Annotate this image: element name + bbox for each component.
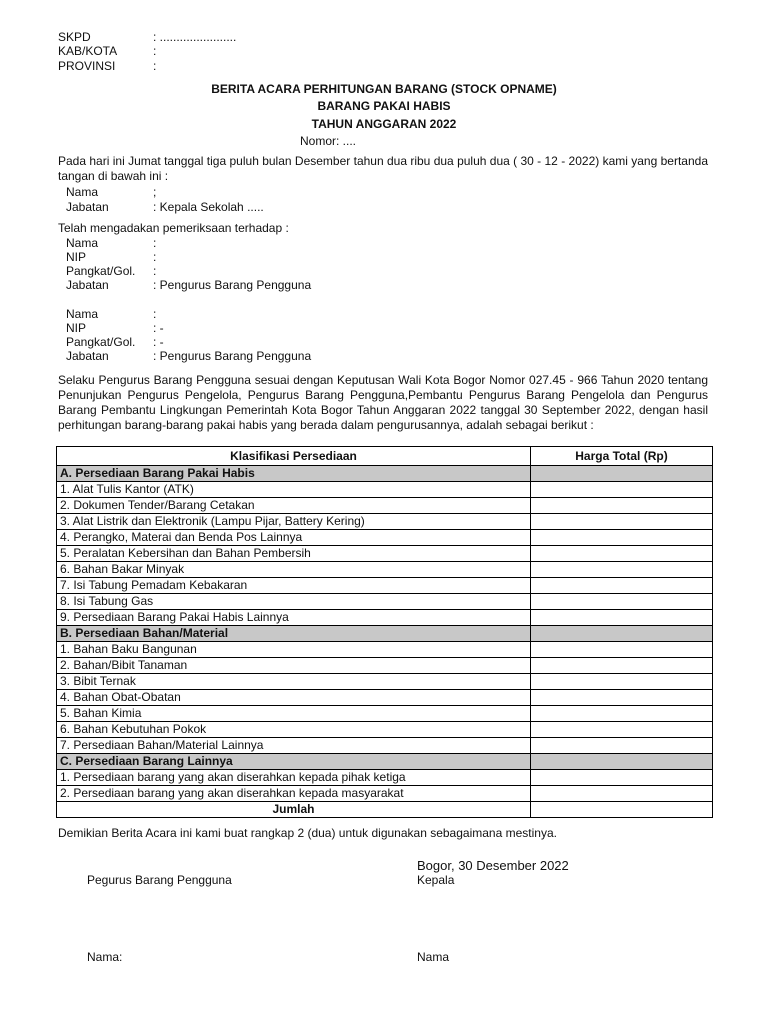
section-c-row bbox=[57, 754, 713, 770]
provinsi-label: PROVINSI bbox=[58, 59, 116, 73]
item-label: 8. Isi Tabung Gas bbox=[57, 594, 531, 610]
skpd-value: : ....................... bbox=[153, 30, 237, 44]
item-value bbox=[531, 674, 713, 690]
item-label: 5. Bahan Kimia bbox=[57, 706, 531, 722]
item-value bbox=[531, 690, 713, 706]
left-signer-role: Pegurus Barang Pengguna bbox=[87, 873, 232, 887]
section-c-value bbox=[531, 754, 713, 770]
p1-name-label: Nama bbox=[66, 236, 99, 250]
p1-position-value: : Pengurus Barang Pengguna bbox=[153, 278, 312, 292]
section-a-value bbox=[531, 466, 713, 482]
document-subtitle: BARANG PAKAI HABIS bbox=[317, 99, 451, 113]
item-value bbox=[531, 498, 713, 514]
table-row bbox=[57, 514, 713, 530]
table-row bbox=[57, 738, 713, 754]
signatory-name-value: ; bbox=[153, 185, 157, 199]
table-row bbox=[57, 786, 713, 802]
item-value bbox=[531, 578, 713, 594]
inventory-table bbox=[56, 446, 713, 818]
item-value bbox=[531, 546, 713, 562]
table-row bbox=[57, 594, 713, 610]
item-value bbox=[531, 530, 713, 546]
item-label: 1. Bahan Baku Bangunan bbox=[57, 642, 531, 658]
item-label: 4. Bahan Obat-Obatan bbox=[57, 690, 531, 706]
p1-rank-value: : bbox=[153, 264, 157, 278]
table-row bbox=[57, 546, 713, 562]
item-label: 6. Bahan Bakar Minyak bbox=[57, 562, 531, 578]
section-b-row bbox=[57, 626, 713, 642]
item-label: 9. Persediaan Barang Pakai Habis Lainnya bbox=[57, 610, 531, 626]
p2-position-label: Jabatan bbox=[66, 349, 109, 363]
item-value bbox=[531, 738, 713, 754]
p1-position-label: Jabatan bbox=[66, 278, 109, 292]
signatory-position-label: Jabatan bbox=[66, 200, 109, 214]
table-row bbox=[57, 706, 713, 722]
total-label: Jumlah bbox=[57, 802, 531, 818]
left-signer-name: Nama: bbox=[87, 950, 123, 964]
provinsi-value: : bbox=[153, 59, 157, 73]
table-row bbox=[57, 642, 713, 658]
item-label: 1. Persediaan barang yang akan diserahkan kepada pihak ketiga bbox=[57, 770, 531, 786]
table-header-row bbox=[57, 447, 713, 466]
item-label: 7. Isi Tabung Pemadam Kebakaran bbox=[57, 578, 531, 594]
table-row bbox=[57, 562, 713, 578]
item-label: 2. Persediaan barang yang akan diserahkan kepada masyarakat bbox=[57, 786, 531, 802]
item-label: 1. Alat Tulis Kantor (ATK) bbox=[57, 482, 531, 498]
total-value bbox=[531, 802, 713, 818]
p2-name-label: Nama bbox=[66, 307, 99, 321]
table-row bbox=[57, 722, 713, 738]
item-value bbox=[531, 610, 713, 626]
p1-nip-label: NIP bbox=[66, 250, 87, 264]
p1-name-value: : bbox=[153, 236, 157, 250]
table-row bbox=[57, 498, 713, 514]
table-row bbox=[57, 770, 713, 786]
skpd-label: SKPD bbox=[58, 30, 91, 44]
closing-statement: Demikian Berita Acara ini kami buat rangkap 2 (dua) untuk digunakan sebagaimana mestinya. bbox=[58, 826, 557, 840]
total-price-header: Harga Total (Rp) bbox=[531, 447, 713, 466]
item-value bbox=[531, 642, 713, 658]
signatory-position-value: : Kepala Sekolah ..... bbox=[153, 200, 264, 214]
classification-header: Klasifikasi Persediaan bbox=[57, 447, 531, 466]
item-label: 6. Bahan Kebutuhan Pokok bbox=[57, 722, 531, 738]
statement-paragraph: Selaku Pengurus Barang Pengguna sesuai dengan Keputusan Wali Kota Bogor Nomor 027.45 - 966 Tahun 2020 tentang Penunjukan Pengurus Pengelola, Pengurus Barang Pengguna,Pembantu Pengurus Barang Pengelola dan Pengurus Barang Pembantu Lingkungan Pemerintah Kota Bogor Tahun Anggaran 2022 tanggal 30 September 2022, dengan hasil perhitungan barang-barang pakai habis yang berada dalam pengurusannya, adalah sebagai berikut : bbox=[58, 373, 708, 432]
document-number: Nomor: .... bbox=[300, 134, 357, 148]
section-c-label: C. Persediaan Barang Lainnya bbox=[57, 754, 531, 770]
total-row bbox=[57, 802, 713, 818]
p1-nip-value: : bbox=[153, 250, 157, 264]
p2-name-value: : bbox=[153, 307, 157, 321]
table-row bbox=[57, 482, 713, 498]
item-value bbox=[531, 770, 713, 786]
p1-rank-label: Pangkat/Gol. bbox=[66, 264, 136, 278]
p2-rank-label: Pangkat/Gol. bbox=[66, 335, 136, 349]
item-value bbox=[531, 482, 713, 498]
p2-nip-value: : - bbox=[153, 321, 164, 335]
signatory-name-label: Nama bbox=[66, 185, 99, 199]
table-row bbox=[57, 690, 713, 706]
item-label: 2. Bahan/Bibit Tanaman bbox=[57, 658, 531, 674]
p2-position-value: : Pengurus Barang Pengguna bbox=[153, 349, 312, 363]
item-value bbox=[531, 722, 713, 738]
item-value bbox=[531, 786, 713, 802]
item-value bbox=[531, 594, 713, 610]
table-row bbox=[57, 610, 713, 626]
item-value bbox=[531, 514, 713, 530]
section-b-label: B. Persediaan Bahan/Material bbox=[57, 626, 531, 642]
item-value bbox=[531, 562, 713, 578]
right-signer-name: Nama bbox=[417, 950, 450, 964]
item-label: 3. Alat Listrik dan Elektronik (Lampu Pijar, Battery Kering) bbox=[57, 514, 531, 530]
right-signer-role: Kepala bbox=[417, 873, 455, 887]
document-title: BERITA ACARA PERHITUNGAN BARANG (STOCK OPNAME) bbox=[211, 82, 557, 96]
table-row bbox=[57, 674, 713, 690]
table-row bbox=[57, 658, 713, 674]
table-row bbox=[57, 530, 713, 546]
item-label: 5. Peralatan Kebersihan dan Bahan Pembersih bbox=[57, 546, 531, 562]
p2-nip-label: NIP bbox=[66, 321, 87, 335]
section-a-label: A. Persediaan Barang Pakai Habis bbox=[57, 466, 531, 482]
kabkota-value: : bbox=[153, 44, 157, 58]
item-label: 4. Perangko, Materai dan Benda Pos Lainnya bbox=[57, 530, 531, 546]
item-value bbox=[531, 658, 713, 674]
item-label: 3. Bibit Ternak bbox=[57, 674, 531, 690]
item-label: 2. Dokumen Tender/Barang Cetakan bbox=[57, 498, 531, 514]
intro-paragraph: Pada hari ini Jumat tanggal tiga puluh bulan Desember tahun dua ribu dua puluh dua ( 30 - 12 - 2022) kami yang bertanda tangan di bawah ini : bbox=[58, 154, 708, 183]
section-b-value bbox=[531, 626, 713, 642]
item-label: 7. Persediaan Bahan/Material Lainnya bbox=[57, 738, 531, 754]
item-value bbox=[531, 706, 713, 722]
fiscal-year-title: TAHUN ANGGARAN 2022 bbox=[311, 117, 457, 131]
examined-intro: Telah mengadakan pemeriksaan terhadap : bbox=[58, 221, 289, 235]
table-row bbox=[57, 578, 713, 594]
p2-rank-value: : - bbox=[153, 335, 164, 349]
place-date: Bogor, 30 Desember 2022 bbox=[417, 858, 569, 873]
kabkota-label: KAB/KOTA bbox=[58, 44, 118, 58]
section-a-row bbox=[57, 466, 713, 482]
